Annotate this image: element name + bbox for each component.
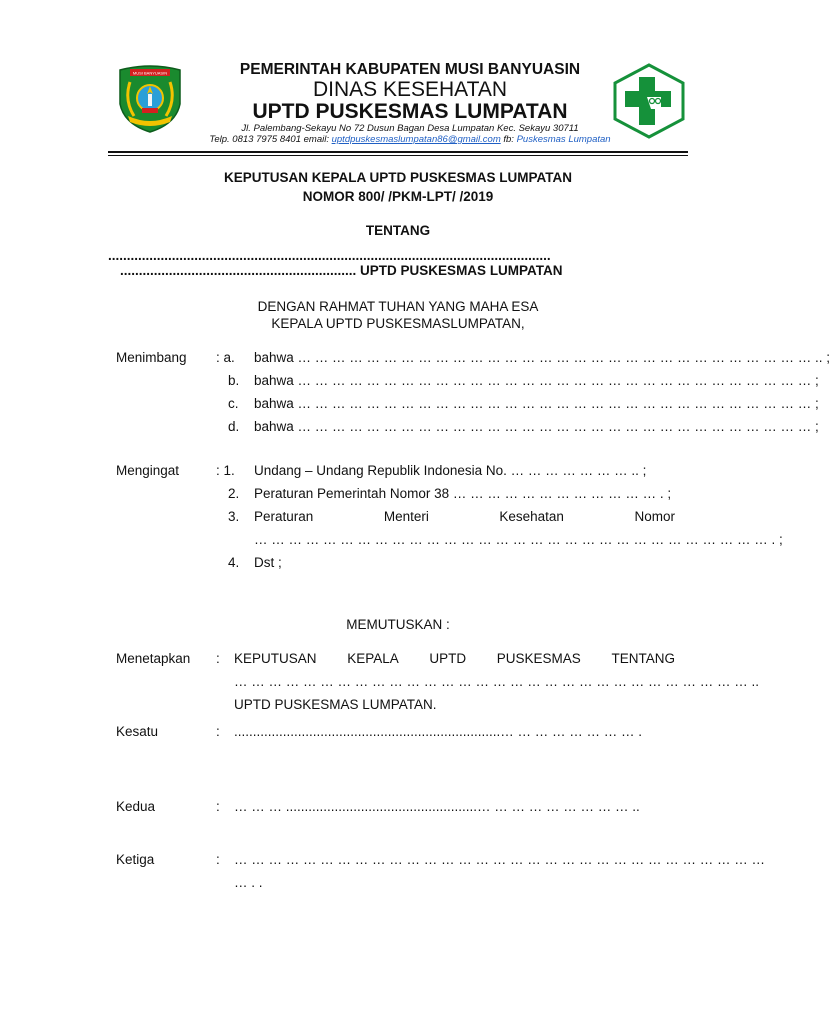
mengingat-colon: : 1. bbox=[216, 463, 235, 478]
kedua-label: Kedua bbox=[116, 799, 156, 814]
ketiga-label: Ketiga bbox=[116, 852, 155, 867]
subject-line: ............................................................... UPTD PUSKESMAS LUMPATAN bbox=[120, 263, 563, 278]
mengingat-marker-3: 3. bbox=[228, 509, 240, 524]
menimbang-label: Menimbang bbox=[116, 350, 187, 365]
letterhead-department: DINAS KESEHATAN bbox=[312, 78, 508, 101]
ketiga-text-line1: … … … … … … … … … … … … … … … … … … … … … … … … … … … … … … … bbox=[234, 852, 766, 867]
logo-banner-text: MUSI BANYUASIN bbox=[132, 70, 168, 76]
ketiga-colon: : bbox=[216, 852, 220, 867]
menimbang-marker-d: d. bbox=[228, 419, 240, 434]
email-link[interactable]: uptdpuskesmaslumpatan86@gmail.com bbox=[331, 134, 501, 145]
menimbang-item-c: bahwa … … … … … … … … … … … … … … … … … … … … … … … … … … … … … … ; bbox=[254, 396, 819, 411]
preamble-line2: KEPALA UPTD PUSKESMASLUMPATAN, bbox=[271, 316, 525, 331]
menetapkan-word: KEPUTUSAN bbox=[234, 651, 317, 666]
menetapkan-colon: : bbox=[216, 651, 220, 666]
kedua-text: … … … ...................................................… … … … … … … … … .. bbox=[234, 799, 640, 814]
kesatu-colon: : bbox=[216, 724, 220, 739]
menimbang-item-a: bahwa … … … … … … … … … … … … … … … … … … … … … … … … … … … … … … .. ; bbox=[254, 350, 830, 365]
item3-word: Kesehatan bbox=[499, 509, 564, 524]
letterhead-contact bbox=[150, 134, 670, 145]
ketiga-text-line2: … . . bbox=[234, 875, 263, 890]
fb-label: fb: bbox=[500, 134, 517, 145]
subject-dots: ...................................................................................................................... bbox=[108, 248, 551, 263]
menetapkan-puskesmas: UPTD PUSKESMAS LUMPATAN. bbox=[234, 697, 437, 712]
menimbang-colon: : a. bbox=[216, 350, 235, 365]
item3-word: Nomor bbox=[634, 509, 675, 524]
menetapkan-word: KEPALA bbox=[347, 651, 399, 666]
mengingat-item-3 bbox=[254, 509, 675, 527]
menetapkan-dots: … … … … … … … … … … … … … … … … … … … … … … … … … … … … … … .. bbox=[234, 674, 760, 689]
decree-number: NOMOR 800/ /PKM-LPT/ /2019 bbox=[302, 189, 494, 204]
mengingat-label: Mengingat bbox=[116, 463, 180, 478]
letterhead-rule-thick bbox=[108, 151, 688, 153]
menetapkan-text bbox=[234, 651, 675, 669]
item3-word: Peraturan bbox=[254, 509, 314, 524]
menetapkan-word: TENTANG bbox=[611, 651, 675, 666]
mengingat-marker-2: 2. bbox=[228, 486, 240, 501]
menimbang-item-b: bahwa … … … … … … … … … … … … … … … … … … … … … … … … … … … … … … ; bbox=[254, 373, 819, 388]
menimbang-marker-b: b. bbox=[228, 373, 240, 388]
letterhead-rule-thin bbox=[108, 155, 688, 156]
preamble-line1: DENGAN RAHMAT TUHAN YANG MAHA ESA bbox=[257, 299, 539, 314]
menimbang-marker-c: c. bbox=[228, 396, 239, 411]
decree-title: KEPUTUSAN KEPALA UPTD PUSKESMAS LUMPATAN bbox=[223, 170, 572, 185]
menetapkan-word: UPTD bbox=[429, 651, 467, 666]
kedua-colon: : bbox=[216, 799, 220, 814]
fb-link[interactable]: Puskesmas Lumpatan bbox=[516, 134, 611, 145]
tentang-heading: TENTANG bbox=[365, 223, 431, 238]
telp-text: Telp. 0813 7975 8401 email: bbox=[209, 134, 332, 145]
memutuskan-heading: MEMUTUSKAN : bbox=[346, 617, 450, 632]
mengingat-item-1: Undang – Undang Republik Indonesia No. … … … … … … … .. ; bbox=[254, 463, 647, 478]
kesatu-text: .......................................................................… … … … … … … … . bbox=[234, 724, 643, 739]
menetapkan-word: PUSKESMAS bbox=[496, 651, 581, 666]
mengingat-item-3-continued: … … … … … … … … … … … … … … … … … … … … … … … … … … … … … … . ; bbox=[254, 532, 783, 547]
item3-word: Menteri bbox=[383, 509, 429, 524]
mengingat-marker-4: 4. bbox=[228, 555, 240, 570]
menetapkan-label: Menetapkan bbox=[116, 651, 191, 666]
letterhead-address: Jl. Palembang-Sekayu No 72 Dusun Bagan Desa Lumpatan Kec. Sekayu 30711 bbox=[241, 123, 579, 134]
letterhead-government: PEMERINTAH KABUPATEN MUSI BANYUASIN bbox=[239, 61, 581, 78]
kesatu-label: Kesatu bbox=[116, 724, 159, 739]
mengingat-item-4: Dst ; bbox=[254, 555, 282, 570]
menimbang-item-d: bahwa … … … … … … … … … … … … … … … … … … … … … … … … … … … … … … ; bbox=[254, 419, 819, 434]
mengingat-item-2: Peraturan Pemerintah Nomor 38 … … … … … … … … … … … … . ; bbox=[254, 486, 672, 501]
letterhead-puskesmas: UPTD PUSKESMAS LUMPATAN bbox=[252, 100, 568, 123]
